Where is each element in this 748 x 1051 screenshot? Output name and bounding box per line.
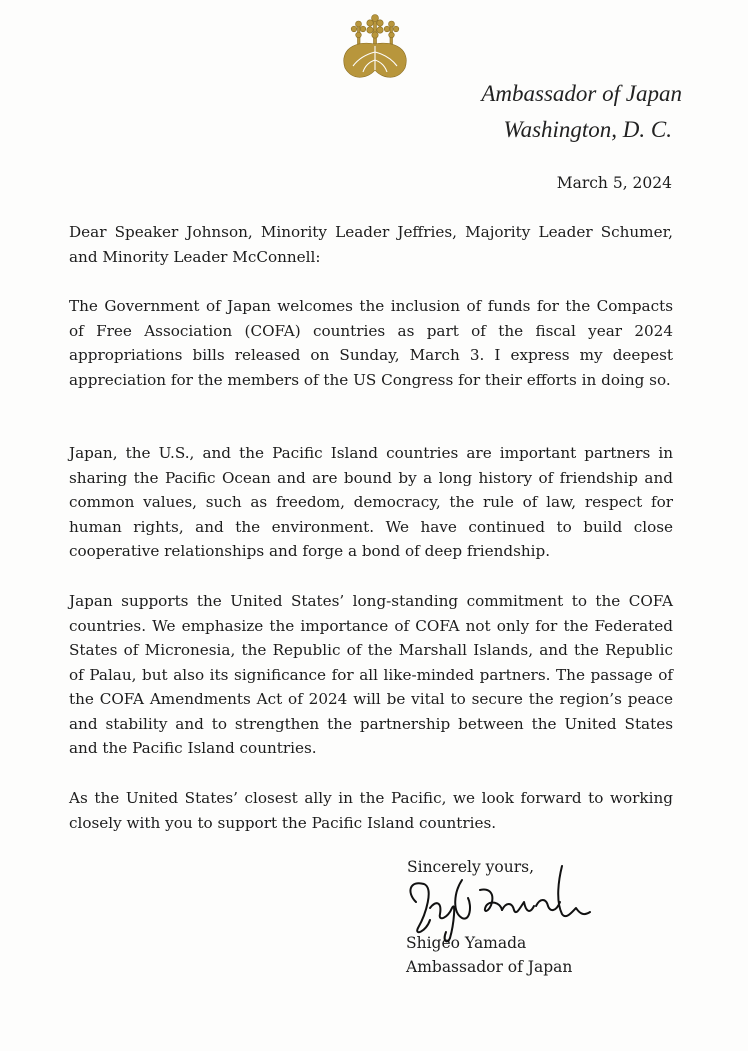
letterhead — [481, 76, 682, 148]
salutation: Dear Speaker Johnson, Minority Leader Jeffries, Majority Leader Schumer, and Minority Leader McConnell: — [69, 223, 673, 266]
letterhead-location: Washington, D. C. — [503, 117, 672, 142]
paragraph-1: The Government of Japan welcomes the inclusion of funds for the Compacts of Free Association (COFA) countries as part of the fiscal year 2024 appropriations bills released on Sunday, March 3. I express my deepest appreciation for the members of the US Congress for their efforts in doing so. — [69, 297, 673, 389]
signer-title: Ambassador of Japan — [406, 958, 573, 976]
letter-date: March 5, 2024 — [556, 174, 672, 192]
closing: Sincerely yours, — [407, 858, 534, 876]
handwritten-signature-icon — [396, 862, 596, 952]
paragraph-2: Japan, the U.S., and the Pacific Island countries are important partners in sharing the Pacific Ocean and are bound by a long history of friendship and common values, such as freedom, democracy, the rule of law, respect for human rights, and the environment. We have continued to build close cooperative relationships and forge a bond of deep friendship. — [69, 444, 673, 560]
paulownia-emblem-icon — [335, 12, 415, 88]
signer-name: Shigeo Yamada — [406, 934, 527, 952]
paragraph-4: As the United States’ closest ally in the Pacific, we look forward to working closely with you to support the Pacific Island countries. — [69, 789, 673, 832]
paragraph-3: Japan supports the United States’ long-standing commitment to the COFA countries. We emphasize the importance of COFA not only for the Federated States of Micronesia, the Republic of the Marshall Islands, and the Republic of Palau, but also its significance for all like-minded partners. The passage of the COFA Amendments Act of 2024 will be vital to secure the region’s peace and stability and to strengthen the partnership between the United States and the Pacific Island countries. — [69, 592, 673, 757]
letterhead-title: Ambassador of Japan — [481, 81, 682, 106]
